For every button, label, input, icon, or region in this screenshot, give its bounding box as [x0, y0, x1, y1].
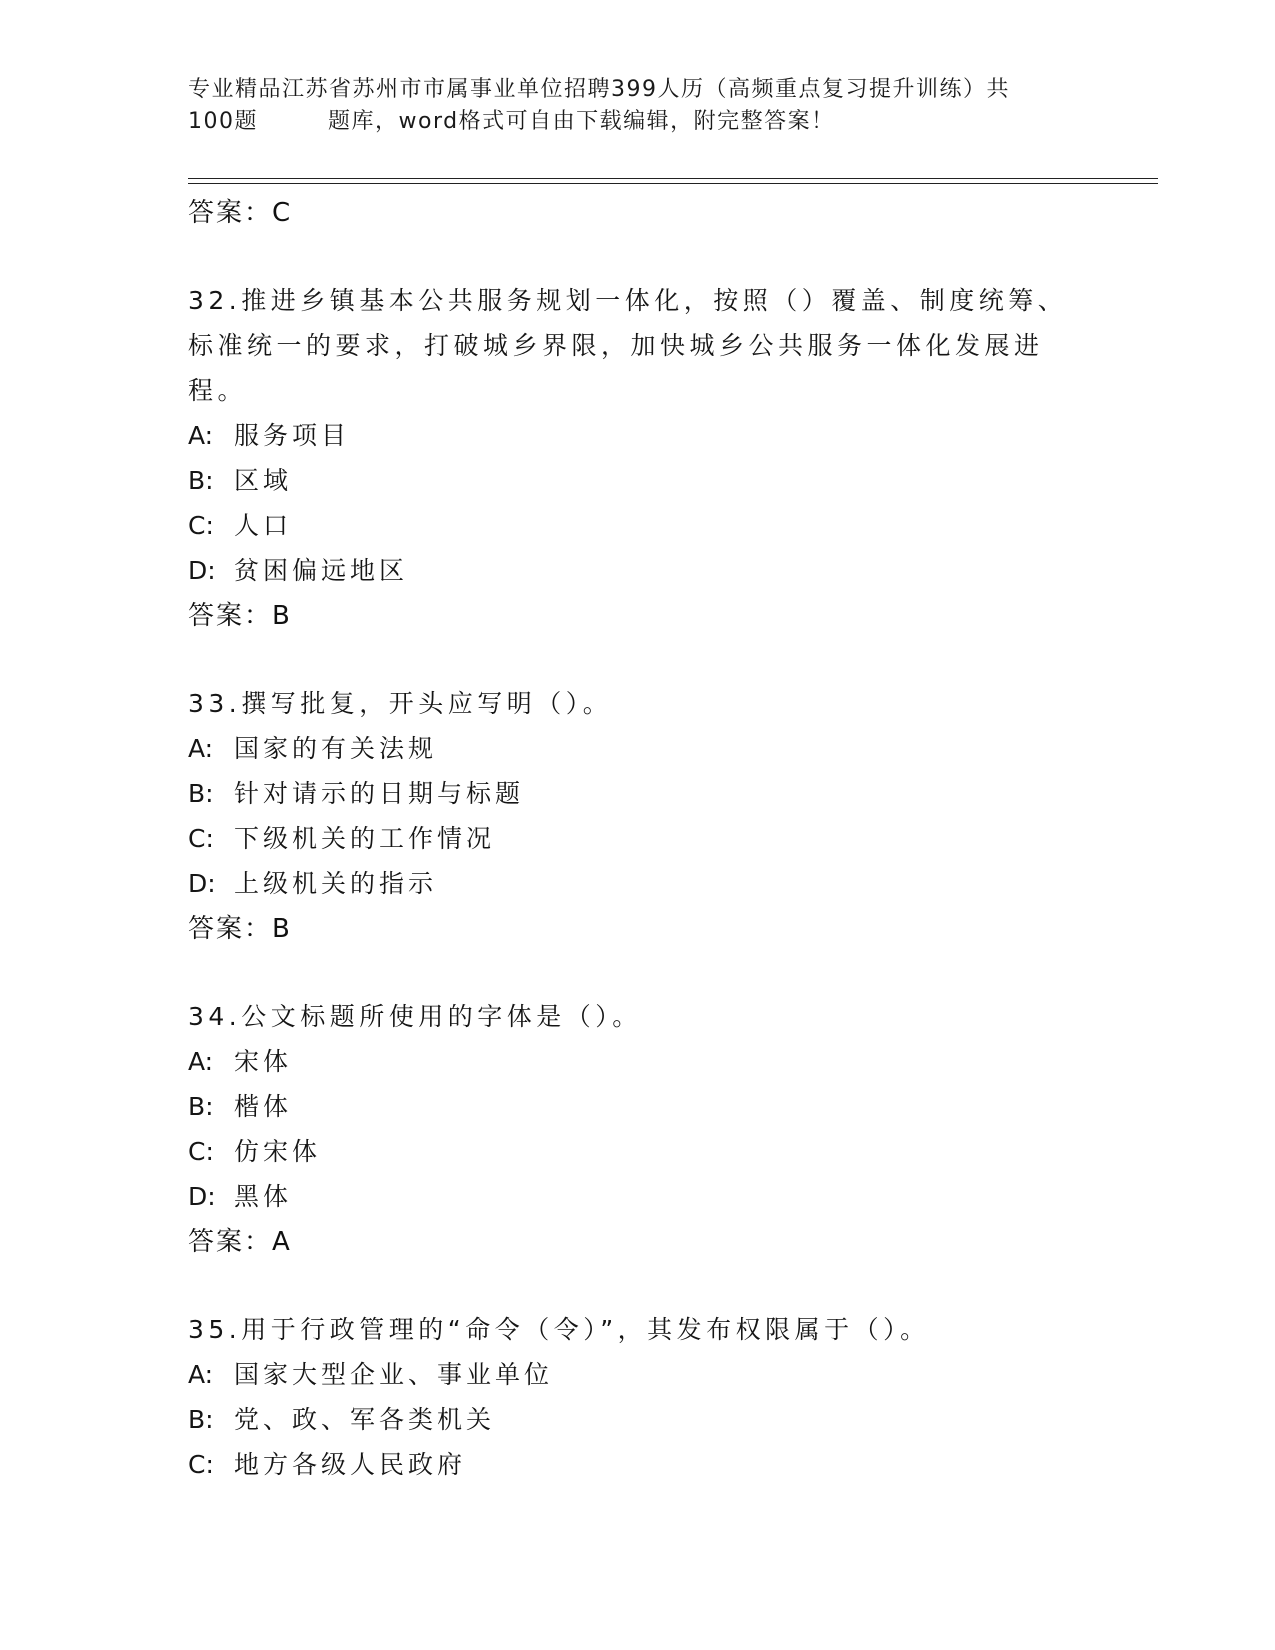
question-34 [188, 994, 1088, 1265]
answer: 答案：B [188, 601, 292, 631]
option-key: C: [188, 511, 214, 540]
question-text: 34.公文标题所使用的字体是（）。 [188, 1002, 642, 1031]
option-text: 国家大型企业、事业单位 [234, 1360, 554, 1389]
option-d [188, 861, 1088, 906]
option-d [188, 548, 1088, 593]
previous-answer: 答案：C [188, 198, 293, 228]
option-text: 针对请示的日期与标题 [234, 779, 525, 808]
header-question-count: 100题 [188, 109, 258, 134]
option-text: 宋体 [234, 1047, 293, 1076]
header-divider-top [188, 178, 1158, 179]
option-key: A: [188, 734, 214, 763]
option-text: 人口 [234, 511, 293, 540]
option-text: 下级机关的工作情况 [234, 824, 496, 853]
answer: 答案：B [188, 914, 292, 944]
option-c [188, 503, 1088, 548]
option-key: B: [188, 779, 214, 808]
option-text: 党、政、军各类机关 [234, 1405, 496, 1434]
option-b [188, 1397, 1088, 1442]
option-key: C: [188, 1137, 214, 1166]
option-key: A: [188, 1360, 214, 1389]
option-c [188, 1129, 1088, 1174]
option-text: 贫困偏远地区 [234, 556, 409, 585]
question-text: 33.撰写批复，开头应写明（）。 [188, 689, 613, 718]
option-b [188, 458, 1088, 503]
option-c [188, 1442, 1088, 1487]
page-header [188, 74, 1068, 138]
option-text: 上级机关的指示 [234, 869, 438, 898]
option-c [188, 816, 1088, 861]
option-text: 地方各级人民政府 [234, 1450, 467, 1479]
option-text: 楷体 [234, 1092, 293, 1121]
option-key: C: [188, 1450, 214, 1479]
option-text: 服务项目 [234, 421, 351, 450]
option-a [188, 1352, 1088, 1397]
header-title-line-1: 专业精品江苏省苏州市市属事业单位招聘399人历（高频重点复习提升训练）共 [188, 77, 1010, 102]
header-title-line-2 [188, 106, 1068, 138]
option-a [188, 726, 1088, 771]
option-key: D: [188, 869, 216, 898]
option-text: 仿宋体 [234, 1137, 322, 1166]
header-divider-bottom [188, 183, 1158, 184]
option-key: A: [188, 1047, 214, 1076]
option-key: B: [188, 1092, 214, 1121]
question-text: 32.推进乡镇基本公共服务规划一体化，按照（）覆盖、制度统筹、标准统一的要求，打破城乡界限，加快城乡公共服务一体化发展进程。 [188, 286, 1068, 405]
option-text: 国家的有关法规 [234, 734, 438, 763]
question-35 [188, 1307, 1088, 1487]
answer: 答案：A [188, 1227, 292, 1257]
option-text: 黑体 [234, 1182, 293, 1211]
question-33 [188, 681, 1088, 952]
option-b [188, 1084, 1088, 1129]
option-text: 区域 [234, 466, 293, 495]
option-key: A: [188, 421, 214, 450]
option-d [188, 1174, 1088, 1219]
question-list [188, 190, 1088, 1487]
option-b [188, 771, 1088, 816]
option-key: B: [188, 1405, 214, 1434]
option-key: B: [188, 466, 214, 495]
header-description: 题库，word格式可自由下载编辑，附完整答案！ [328, 109, 835, 134]
question-text: 35.用于行政管理的“命令（令）”，其发布权限属于（）。 [188, 1315, 930, 1344]
option-a [188, 413, 1088, 458]
option-a [188, 1039, 1088, 1084]
option-key: D: [188, 1182, 216, 1211]
question-32 [188, 278, 1088, 639]
option-key: C: [188, 824, 214, 853]
option-key: D: [188, 556, 216, 585]
